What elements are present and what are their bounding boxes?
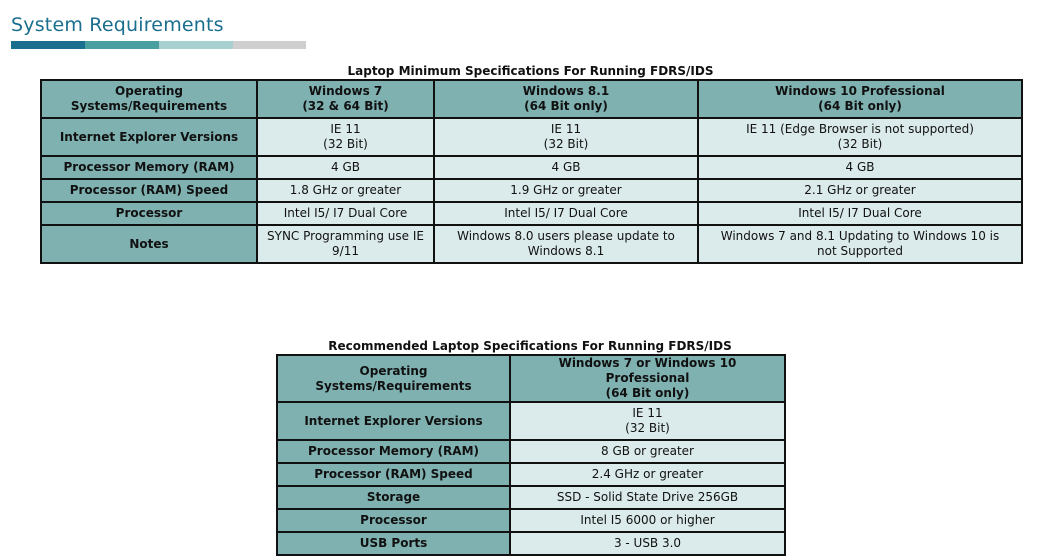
title-underline-segment-1 xyxy=(11,41,85,49)
header-line: (32 & 64 Bit) xyxy=(302,99,389,113)
table-row xyxy=(41,80,1022,118)
table-cell: Intel I5 6000 or higher xyxy=(510,509,785,532)
table-cell: 2.1 GHz or greater xyxy=(698,179,1022,202)
rec-table-caption: Recommended Laptop Specifications For Running FDRS/IDS xyxy=(328,339,732,353)
row-label: Processor (RAM) Speed xyxy=(277,463,510,486)
title-underline-segment-2 xyxy=(85,41,159,49)
table-row xyxy=(41,202,1022,225)
table-row xyxy=(277,532,785,555)
table-row xyxy=(41,179,1022,202)
cell-line: IE 11 xyxy=(632,406,663,420)
header-windows-8-1 xyxy=(434,80,698,118)
header-os-requirements xyxy=(41,80,257,118)
table-row xyxy=(41,118,1022,156)
header-line: Operating xyxy=(115,84,183,98)
row-label: USB Ports xyxy=(277,532,510,555)
table-cell: 4 GB xyxy=(698,156,1022,179)
table-cell xyxy=(257,225,434,263)
table-cell: 8 GB or greater xyxy=(510,440,785,463)
header-os-requirements xyxy=(277,355,510,402)
header-line: Windows 10 Professional xyxy=(775,84,945,98)
table-row xyxy=(41,225,1022,263)
header-windows-10 xyxy=(698,80,1022,118)
cell-line: Windows 7 and 8.1 Updating to Windows 10 is xyxy=(720,229,1000,243)
title-underline-segment-3 xyxy=(159,41,233,49)
table-cell: Intel I5/ I7 Dual Core xyxy=(698,202,1022,225)
row-label: Storage xyxy=(277,486,510,509)
table-cell: Intel I5/ I7 Dual Core xyxy=(257,202,434,225)
header-windows-7 xyxy=(257,80,434,118)
header-line: Windows 7 or Windows 10 Professional xyxy=(558,356,737,385)
cell-line: IE 11 xyxy=(330,122,361,136)
row-label: Processor Memory (RAM) xyxy=(277,440,510,463)
cell-line: 9/11 xyxy=(332,244,359,258)
table-cell: 4 GB xyxy=(434,156,698,179)
header-line: Windows 8.1 xyxy=(522,84,610,98)
table-row xyxy=(41,156,1022,179)
rec-spec-table xyxy=(276,354,786,556)
table-cell: 1.9 GHz or greater xyxy=(434,179,698,202)
table-cell: 4 GB xyxy=(257,156,434,179)
header-line: Windows 7 xyxy=(308,84,383,98)
table-cell xyxy=(698,118,1022,156)
cell-line: not Supported xyxy=(817,244,903,258)
title-underline-segment-4 xyxy=(233,41,306,49)
table-cell xyxy=(434,118,698,156)
cell-line: IE 11 xyxy=(550,122,582,136)
header-windows-7-or-10 xyxy=(510,355,785,402)
min-table-caption: Laptop Minimum Specifications For Running FDRS/IDS xyxy=(347,64,714,78)
table-cell xyxy=(510,402,785,440)
cell-line: (32 Bit) xyxy=(323,137,368,151)
row-label: Processor xyxy=(41,202,257,225)
row-label: Processor xyxy=(277,509,510,532)
row-label: Processor Memory (RAM) xyxy=(41,156,257,179)
table-cell: Intel I5/ I7 Dual Core xyxy=(434,202,698,225)
header-line: (64 Bit only) xyxy=(605,386,690,400)
table-row xyxy=(277,509,785,532)
table-row xyxy=(277,402,785,440)
table-row xyxy=(277,463,785,486)
cell-line: (32 Bit) xyxy=(625,421,670,435)
header-line: Systems/Requirements xyxy=(70,99,228,113)
table-cell: 3 - USB 3.0 xyxy=(510,532,785,555)
table-cell: 1.8 GHz or greater xyxy=(257,179,434,202)
cell-line: (32 Bit) xyxy=(837,137,883,151)
cell-line: (32 Bit) xyxy=(543,137,589,151)
header-line: (64 Bit only) xyxy=(524,99,608,113)
min-spec-table xyxy=(40,79,1023,264)
table-cell: SSD - Solid State Drive 256GB xyxy=(510,486,785,509)
table-cell xyxy=(434,225,698,263)
table-cell xyxy=(698,225,1022,263)
table-cell xyxy=(257,118,434,156)
table-row xyxy=(277,440,785,463)
row-label: Notes xyxy=(41,225,257,263)
cell-line: Windows 8.1 xyxy=(527,244,605,258)
title-underline xyxy=(11,41,306,49)
row-label: Internet Explorer Versions xyxy=(277,402,510,440)
cell-line: IE 11 (Edge Browser is not supported) xyxy=(746,122,974,136)
table-cell: 2.4 GHz or greater xyxy=(510,463,785,486)
table-row xyxy=(277,355,785,402)
cell-line: Windows 8.0 users please update to xyxy=(457,229,675,243)
cell-line: SYNC Programming use IE xyxy=(267,229,424,243)
header-line: Operating Systems/Requirements xyxy=(315,363,472,393)
row-label: Processor (RAM) Speed xyxy=(41,179,257,202)
header-line: (64 Bit only) xyxy=(818,99,902,113)
row-label: Internet Explorer Versions xyxy=(41,118,257,156)
page-title: System Requirements xyxy=(11,14,224,36)
table-row xyxy=(277,486,785,509)
